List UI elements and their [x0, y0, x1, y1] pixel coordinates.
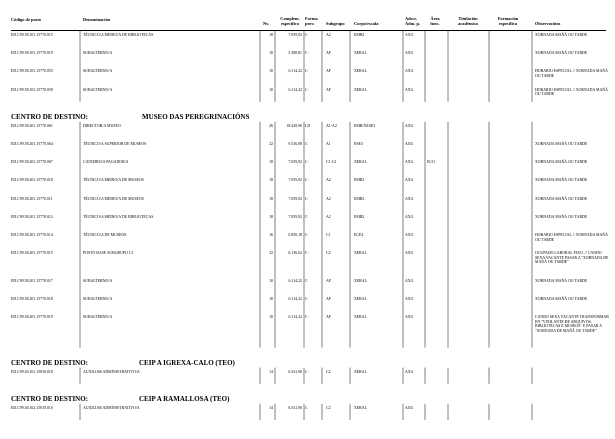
admin-ascription: AXG: [405, 278, 414, 283]
body-scale: EMB/XESE3: [354, 123, 376, 128]
level: 14: [269, 405, 273, 410]
table-row: [0, 197, 615, 215]
body-scale: XERAL: [354, 160, 367, 165]
observations: XORNADA MAÑÁ OU TARDE: [535, 296, 588, 301]
post-name: AUXILIAR ADMINISTRATIVO/A: [83, 405, 140, 410]
admin-ascription: AXG: [405, 315, 414, 319]
table-row: [0, 124, 615, 142]
table-row: [0, 279, 615, 297]
observations: XORNADA MAÑÁ OU TARDE: [535, 278, 588, 283]
section-label: CENTRO DE DESTINO:: [11, 358, 89, 367]
body-scale: XERAL: [354, 315, 367, 319]
table-row: [0, 88, 615, 106]
level: 18: [269, 33, 273, 37]
subgroup: A2: [326, 33, 331, 37]
header-denominacion: Denominación: [83, 17, 111, 22]
table-row: [0, 315, 615, 352]
post-code: ED.C99.58.201.15770.014: [11, 233, 53, 237]
subgroup: A2: [326, 196, 331, 201]
level: 10: [269, 69, 273, 74]
table-row: [0, 251, 615, 278]
header-complemento: Complem. específico: [280, 16, 300, 26]
observations: XORNADA MAÑÁ OU TARDE: [535, 142, 588, 146]
section-heading: [11, 113, 411, 121]
subgroup: C2: [326, 405, 331, 410]
header-nivel: Nv.: [263, 21, 270, 26]
table-row: [0, 233, 615, 251]
body-scale: XERAL: [354, 69, 367, 74]
level: 16: [269, 233, 273, 237]
post-name: AUXILIAR ADMINISTRATIVO/A: [83, 369, 140, 374]
post-name: SUBALTERNO/A: [83, 87, 113, 92]
level: 22: [269, 142, 273, 146]
body-scale: XERAL: [354, 251, 367, 256]
post-name: SUBALTERNO/A: [83, 51, 113, 56]
body-scale: EMB2: [354, 33, 365, 37]
table-row: [0, 215, 615, 233]
admin-ascription: AXG: [405, 233, 414, 237]
table-row: [0, 51, 615, 69]
post-code: ED.C99.58.101.15770.015: [11, 33, 53, 37]
specific-complement: 6.114,22: [288, 278, 302, 283]
table-row: [0, 142, 615, 160]
subgroup: AF: [326, 51, 331, 56]
post-name: SUBALTERNO/A: [83, 69, 113, 74]
section-heading: [11, 395, 411, 403]
specific-complement: 7.059,92: [288, 160, 302, 165]
table-row: [0, 370, 615, 388]
provision-form: C: [305, 160, 308, 165]
post-code: ED.C99.58.201.15770.064: [11, 142, 53, 146]
post-name: DIRECTOR/A MUSEO: [83, 123, 121, 128]
provision-form: C: [305, 278, 308, 283]
post-code: ED.C99.58.201.15770.012: [11, 214, 53, 219]
provision-form: C: [305, 214, 308, 219]
header-adscricion: Adscr. Adm. p.: [405, 16, 421, 26]
post-name: SUBALTERNO/A: [83, 296, 113, 301]
admin-ascription: AXG: [405, 369, 414, 374]
level: 12: [269, 251, 273, 256]
post-code: ED.C99.58.201.15770.015: [11, 251, 53, 256]
subgroup: AF: [326, 278, 331, 283]
body-scale: EMB3: [354, 178, 365, 183]
section-label: CENTRO DE DESTINO:: [11, 394, 89, 403]
post-name: TÉCNICO/A DE MUSEOS: [83, 233, 127, 237]
provision-form: C: [305, 87, 308, 92]
subgroup: AF: [326, 69, 331, 74]
post-code: ED.C99.40.161.15810.010: [11, 369, 53, 374]
level: 26: [269, 123, 273, 128]
post-code: ED.C99.58.101.15770.058: [11, 87, 53, 92]
observations: XORNADA MAÑÁ OU TARDE: [535, 178, 588, 183]
specific-complement: 7.059,92: [288, 178, 302, 183]
section-heading: [11, 359, 411, 367]
provision-form: C: [305, 405, 308, 410]
admin-ascription: AXG: [405, 405, 414, 410]
observations: CANDO SEXA VACANTE TRANSFORMAR EN "VIXILANTE DE ARQUIVOS, BIBLIOTECAS E MUSEOS" E PASAR A "XORNADA DE MAÑÁ OU TARDE": [535, 315, 609, 333]
provision-form: C: [305, 233, 308, 237]
header-area: Área func.: [430, 16, 440, 26]
post-name: TÉCNICO/A MEDIO/A DE BIBLIOTECAS: [83, 214, 154, 219]
admin-ascription: AXG: [405, 296, 414, 301]
header-corpo: Corpo/escala: [354, 21, 379, 26]
body-scale: EMB2: [354, 214, 365, 219]
observations: HORARIO ESPECIAL // XORNADA MAÑÁ OU TARDE: [535, 69, 608, 78]
observations: XORNADA MAÑÁ OU TARDE: [535, 51, 588, 56]
provision-form: C: [305, 369, 308, 374]
body-scale: ECE2: [354, 233, 364, 237]
header-forma: Forma prov.: [305, 16, 318, 26]
provision-form: C: [305, 178, 308, 183]
admin-ascription: AXG: [405, 160, 414, 165]
level: 18: [269, 178, 273, 183]
specific-complement: 6.850,18: [288, 233, 302, 237]
observations: HORARIO ESPECIAL // XORNADA MAÑÁ OU TARDE: [535, 87, 608, 97]
observations: XORNADA MAÑÁ OU TARDE: [535, 33, 588, 37]
provision-form: C: [305, 251, 308, 256]
level: 10: [269, 87, 273, 92]
admin-ascription: AXG: [405, 142, 414, 146]
level: 18: [269, 196, 273, 201]
body-scale: XERAL: [354, 405, 367, 410]
post-code: ED.C99.58.101.15770.055: [11, 69, 53, 74]
table-row: [0, 160, 615, 178]
provision-form: C: [305, 196, 308, 201]
level: 10: [269, 278, 273, 283]
provision-form: C: [305, 51, 308, 56]
subgroup: A2: [326, 214, 331, 219]
subgroup: A2: [326, 178, 331, 183]
specific-complement: 6.114,22: [288, 87, 302, 92]
provision-form: C: [305, 33, 308, 37]
post-code: ED.C99.40.162.15810.010: [11, 405, 53, 410]
header-formacion: Formación específica: [497, 16, 519, 26]
admin-ascription: AXG: [405, 123, 414, 128]
specific-complement: 9.516,08: [288, 142, 302, 146]
post-name: TÉCNICO/A MEDIO/A DE BIBLIOTECAS: [83, 33, 154, 37]
admin-ascription: AXG: [405, 196, 414, 201]
admin-ascription: AXG: [405, 251, 414, 256]
post-code: ED.C99.58.101.15770.019: [11, 51, 53, 56]
admin-ascription: AXG: [405, 33, 414, 37]
table-row: [0, 33, 615, 51]
admin-ascription: AXG: [405, 214, 414, 219]
subgroup: AF: [326, 296, 331, 301]
admin-ascription: AXG: [405, 87, 414, 92]
post-name: CAIXEIRO/A PAGADOR/A: [83, 160, 129, 165]
specific-complement: 6.541,90: [288, 405, 302, 410]
table-row: [0, 69, 615, 87]
provision-form: LD: [305, 123, 311, 128]
specific-complement: 6.114,22: [288, 69, 302, 74]
body-scale: XERAL: [354, 278, 367, 283]
post-name: TÉCNICO/A MEDIO/A DE MUSEOS: [83, 178, 144, 183]
table-row: [0, 406, 615, 424]
specific-complement: 7.059,92: [288, 214, 302, 219]
subgroup: C2: [326, 251, 331, 256]
subgroup: A1: [326, 142, 331, 146]
section-label: CENTRO DE DESTINO:: [11, 112, 89, 121]
observations: OCUPADO LABORAL FIXO. // CANDO SEXA VACANTE PASAR A "XORNADA DE MAÑÁ OU TARDE": [535, 251, 609, 265]
subgroup: AF: [326, 87, 331, 92]
admin-ascription: AXG: [405, 51, 414, 56]
specific-complement: 18.428,96: [286, 123, 302, 128]
body-scale: XERAL: [354, 51, 367, 56]
admin-ascription: AXG: [405, 178, 414, 183]
post-name: SUBALTERNO/A: [83, 278, 113, 283]
provision-form: C: [305, 296, 308, 301]
post-name: TÉCNICO/A MEDIO/A DE MUSEOS: [83, 196, 144, 201]
observations: HORARIO ESPECIAL // XORNADA MAÑÁ OU TARDE: [535, 233, 608, 242]
body-scale: XERAL: [354, 369, 367, 374]
section-name: CEIP A RAMALLOSA (TEO): [139, 394, 230, 403]
subgroup: A1-A2: [326, 123, 337, 128]
post-name: SUBALTERNO/A: [83, 315, 113, 319]
level: 10: [269, 51, 273, 56]
subgroup: C1-C2: [326, 160, 337, 165]
post-name: POSTO BASE SUBGRUPO C1: [83, 251, 134, 256]
body-scale: EMB3: [354, 196, 365, 201]
header-titulacion: Titulación académica: [458, 16, 478, 26]
post-code: ED.C99.58.201.15770.017: [11, 278, 53, 283]
subgroup: AF: [326, 315, 331, 319]
post-code: ED.C99.58.201.15770.010: [11, 178, 53, 183]
table-row: [0, 297, 615, 315]
functional-area: ECO: [427, 160, 435, 165]
header-rule: [11, 30, 606, 31]
observations: XORNADA MAÑÁ OU TARDE: [535, 214, 588, 219]
post-code: ED.C99.58.201.15770.011: [11, 196, 53, 201]
observations: XORNADA MAÑÁ OU TARDE: [535, 196, 588, 201]
specific-complement: 7.059,92: [288, 196, 302, 201]
level: 10: [269, 315, 273, 319]
specific-complement: 6.136,02: [288, 251, 302, 256]
body-scale: XERAL: [354, 296, 367, 301]
specific-complement: 5.388,81: [288, 51, 302, 56]
section-name: MUSEO DAS PEREGRINACIÓNS: [142, 112, 250, 121]
provision-form: C: [305, 315, 308, 319]
post-name: TÉCNICO/A SUPERIOR DE MUSEOS: [83, 142, 147, 146]
level: 18: [269, 214, 273, 219]
admin-ascription: AXG: [405, 69, 414, 74]
post-code: ED.C99.58.201.15770.019: [11, 315, 53, 319]
level: 18: [269, 160, 273, 165]
provision-form: C: [305, 69, 308, 74]
specific-complement: 6.114,22: [288, 296, 302, 301]
specific-complement: 6.114,22: [288, 315, 302, 319]
header-codigo: Código de posto: [11, 17, 42, 22]
specific-complement: 6.541,90: [288, 369, 302, 374]
provision-form: C: [305, 142, 308, 146]
table-row: [0, 178, 615, 196]
section-name: CEIP A IGREXA-CALO (TEO): [139, 358, 235, 367]
subgroup: C2: [326, 369, 331, 374]
post-code: ED.C99.58.201.15770.061: [11, 123, 53, 128]
body-scale: XERAL: [354, 87, 367, 92]
header-subgrupo: Subgrupo: [326, 21, 345, 26]
specific-complement: 7.059,92: [288, 33, 302, 37]
subgroup: C1: [326, 233, 331, 237]
header-observacions: Observacións: [535, 21, 561, 26]
post-code: ED.C99.58.201.15770.067: [11, 160, 53, 165]
level: 10: [269, 296, 273, 301]
body-scale: ESE3: [354, 142, 363, 146]
post-code: ED.C99.58.201.15770.018: [11, 296, 53, 301]
level: 14: [269, 369, 273, 374]
observations: XORNADA MAÑÁ OU TARDE: [535, 160, 588, 165]
